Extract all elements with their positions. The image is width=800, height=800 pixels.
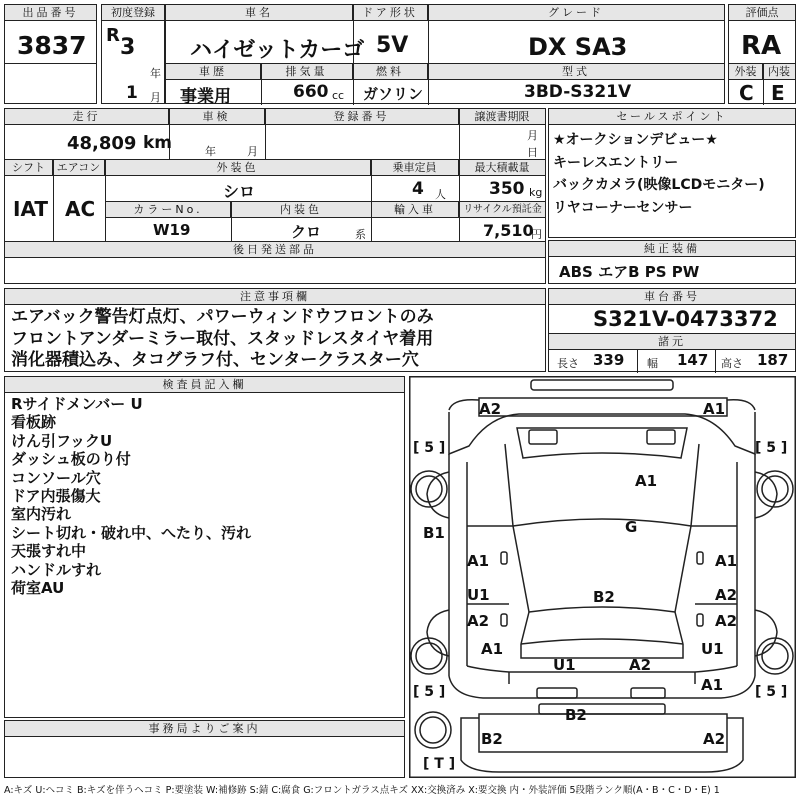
score-label: 評価点 xyxy=(729,5,795,21)
month-unit: 月 xyxy=(150,91,161,104)
disp-label: 排気量 xyxy=(261,64,353,80)
shift-label: シフト xyxy=(5,160,53,176)
grade: DX SA3 xyxy=(528,33,628,61)
transfer-label: 譲渡書期限 xyxy=(459,109,545,125)
damage-rear-bumper-left: B2 xyxy=(481,730,503,748)
height-label: 高さ xyxy=(721,357,743,370)
length: 339 xyxy=(593,351,625,369)
vehicle-detail-box xyxy=(4,108,546,284)
load-label: 最大積載量 xyxy=(459,160,545,176)
inspect-line-9: 天張すれ中 xyxy=(11,542,87,561)
notes-label: 注意事項欄 xyxy=(5,289,545,305)
grade-label: グレード xyxy=(428,5,724,21)
inspect-line-1: Rサイドメンバー U xyxy=(11,395,143,413)
damage-back-door-left: U1 xyxy=(553,656,576,674)
damage-roof: B2 xyxy=(593,588,615,606)
length-label: 長さ xyxy=(557,357,579,370)
tire-rear-right: [ 5 ] xyxy=(755,684,788,700)
car-outline-drawing xyxy=(409,376,796,778)
office-label: 事務局よりご案内 xyxy=(5,721,404,737)
reg-month: 1 xyxy=(126,83,138,103)
era: R xyxy=(106,25,120,46)
damage-front-bumper-left: A2 xyxy=(479,400,502,418)
import-label: 輸入車 xyxy=(372,202,459,218)
inspect-line-2: 看板跡 xyxy=(11,413,57,432)
model: 3BD-S321V xyxy=(524,82,632,102)
damage-right-front-door: A1 xyxy=(715,552,738,570)
disp-unit: cc xyxy=(332,89,345,102)
equip-label: 純正装備 xyxy=(549,241,795,257)
width: 147 xyxy=(677,351,709,369)
seats: 4 xyxy=(412,179,424,199)
intcolor-label: 内装色 xyxy=(231,202,371,218)
sales-line-2: キーレスエントリー xyxy=(553,154,679,171)
score-box xyxy=(728,4,796,104)
chassis-box xyxy=(548,288,796,372)
car-box xyxy=(165,4,725,107)
seats-label: 乗車定員 xyxy=(371,160,459,176)
office-box xyxy=(4,720,405,778)
notes-box xyxy=(4,288,546,372)
equipment: ABS エアB PS PW xyxy=(559,263,700,281)
reg-label: 登録番号 xyxy=(265,109,459,125)
lot-number: 3837 xyxy=(17,31,87,60)
damage-right-rocker: A2 xyxy=(715,586,738,604)
load-unit: kg xyxy=(529,186,543,199)
note-line-3: 消化器積込み、タコグラフ付、センタークラスター穴 xyxy=(11,350,419,370)
ac: AC xyxy=(65,197,96,221)
inspect-label: 車検 xyxy=(169,109,265,125)
chassis-label: 車台番号 xyxy=(549,289,795,305)
width-label: 幅 xyxy=(647,357,658,370)
mileage: 48,809 xyxy=(67,133,137,154)
damage-left-rear-door: A2 xyxy=(467,612,490,630)
equipment-box xyxy=(548,240,796,284)
damage-right-quarter: U1 xyxy=(701,640,724,658)
lot-label: 出品番号 xyxy=(5,5,96,21)
later-parts-label: 後日発送部品 xyxy=(5,242,545,258)
transfer-month-unit: 月 xyxy=(527,129,538,142)
ext-grade: C xyxy=(739,81,754,105)
height: 187 xyxy=(757,351,789,369)
door-type: 5V xyxy=(376,33,409,58)
tire-spare: [ T ] xyxy=(423,756,456,772)
inspect-line-5: コンソール穴 xyxy=(11,468,101,487)
car-name-label: 車名 xyxy=(166,5,353,21)
inspect-line-7: 室内汚れ xyxy=(11,505,72,524)
damage-rear-bumper-right: A2 xyxy=(703,730,726,748)
shift: IAT xyxy=(13,197,49,221)
mileage-label: 走行 xyxy=(5,109,169,125)
reg-year: 3 xyxy=(120,35,136,60)
note-line-1: エアバック警告灯点灯、パワーウィンドウフロントのみ xyxy=(11,307,434,327)
door-label: ドア形状 xyxy=(353,5,428,21)
inspector-box xyxy=(4,376,405,718)
inspect-line-11: 荷室AU xyxy=(11,579,65,598)
damage-left-rocker: U1 xyxy=(467,586,490,604)
color-no: W19 xyxy=(153,221,191,239)
damage-legend: A:キズ U:ヘコミ B:キズを伴うヘコミ P:要塗装 W:補修跡 S:錆 C:腐食 G:フロントガラス点キズ XX:交換済み X:要交換 内・外装評価 5段階ランク順(A・B・C・D・E) 1 xyxy=(4,785,720,796)
damage-windshield: G xyxy=(625,518,638,536)
inspect-line-6: ドア内張傷大 xyxy=(11,487,101,506)
recycle-label: リサイクル預託金 xyxy=(460,202,545,218)
damage-left-quarter: A1 xyxy=(481,640,504,658)
year-unit: 年 xyxy=(150,67,161,80)
fuel-label: 燃料 xyxy=(353,64,428,80)
damage-back-door-right: A2 xyxy=(629,656,652,674)
damage-rear-panel: B2 xyxy=(565,706,587,724)
first-reg-box xyxy=(101,4,165,104)
recycle-unit: 円 xyxy=(531,228,542,241)
sales-line-1: ★オークションデビュー★ xyxy=(553,132,718,148)
sales-label: セールスポイント xyxy=(549,109,795,125)
inspect-year-unit: 年 xyxy=(205,145,216,158)
inspect-line-8: シート切れ・破れ中、へたり、汚れ xyxy=(11,523,252,542)
damage-left-fender: B1 xyxy=(423,524,445,542)
colorno-label: カラーNo. xyxy=(106,202,231,218)
damage-right-rear-door: A2 xyxy=(715,612,738,630)
inspect-month-unit: 月 xyxy=(247,145,258,158)
damage-left-front-door: A1 xyxy=(467,552,490,570)
color-label: 外装色 xyxy=(105,160,371,176)
interior-color: クロ xyxy=(291,223,322,241)
inspect-line-4: ダッシュ板のり付 xyxy=(11,450,131,469)
tire-front-right: [ 5 ] xyxy=(755,440,788,456)
int-grade: E xyxy=(771,81,785,105)
tire-front-left: [ 5 ] xyxy=(413,440,446,456)
damage-front-bumper-right: A1 xyxy=(703,400,726,418)
sales-line-3: バックカメラ(映像LCDモニター) xyxy=(553,177,765,193)
max-load: 350 xyxy=(489,179,525,199)
ext-label: 外装 xyxy=(729,64,763,80)
spec-label: 諸元 xyxy=(549,334,795,350)
lot-box xyxy=(4,4,97,104)
car-diagram xyxy=(409,376,796,778)
seats-unit: 人 xyxy=(435,188,446,201)
sales-line-4: リヤコーナーセンサー xyxy=(553,199,693,216)
sales-points-box xyxy=(548,108,796,238)
first-reg-label: 初度登録 xyxy=(102,5,164,21)
displacement: 660 xyxy=(293,82,329,102)
score: RA xyxy=(741,31,782,61)
int-label: 内装 xyxy=(763,64,795,80)
damage-right-rear-corner: A1 xyxy=(701,676,724,694)
fuel: ガソリン xyxy=(363,85,424,103)
chassis-number: S321V-0473372 xyxy=(593,307,778,331)
damage-hood: A1 xyxy=(635,472,658,490)
inspect-line-3: けん引フックU xyxy=(11,431,113,450)
inspector-label: 検査員記入欄 xyxy=(5,377,404,393)
body-color: シロ xyxy=(223,182,256,201)
note-line-2: フロントアンダーミラー取付、スタッドレスタイヤ着用 xyxy=(11,328,434,349)
ac-label: エアコン xyxy=(53,160,105,176)
transfer-day-unit: 日 xyxy=(527,146,538,159)
model-label: 型式 xyxy=(428,64,724,80)
history-label: 車歴 xyxy=(166,64,261,80)
mileage-unit: km xyxy=(143,133,173,153)
inspect-line-10: ハンドルすれ xyxy=(11,560,102,579)
intcolor-unit: 系 xyxy=(355,228,366,241)
tire-rear-left: [ 5 ] xyxy=(413,684,446,700)
car-name: ハイゼットカーゴ xyxy=(190,38,365,63)
recycle-fee: 7,510 xyxy=(483,221,534,240)
history: 事業用 xyxy=(180,87,231,107)
